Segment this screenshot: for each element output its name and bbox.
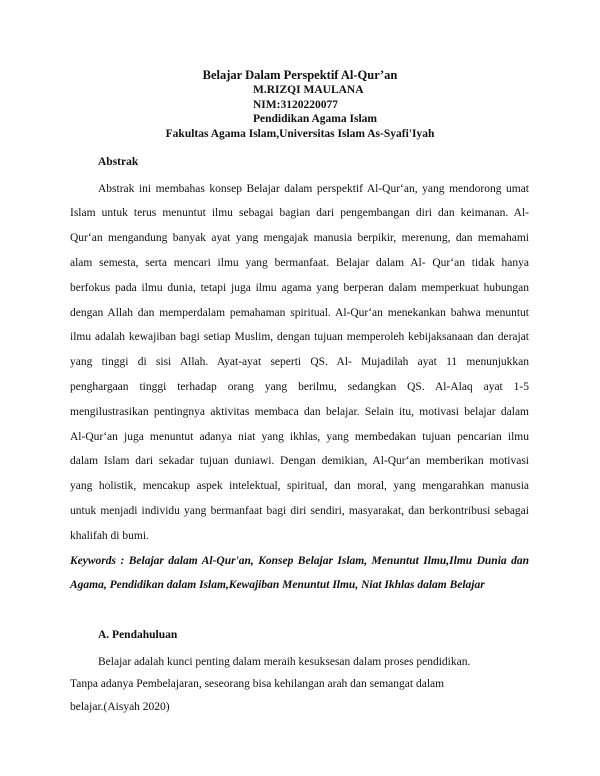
abstract-body (70, 177, 529, 549)
abstract-line: Abstrak ini membahas konsep Belajar dalam perspektif Al-Qur‘an, yang mendorong umat (98, 182, 529, 195)
student-id: NIM:3120220077 (253, 98, 338, 111)
paper-title: Belajar Dalam Perspektif Al-Qur’an (202, 67, 398, 82)
abstract-line: Al-Qur‘an juga menuntut adanya niat yang ikhlas, yang membedakan tujuan pencarian ilmu (70, 430, 529, 443)
abstract-line: Qur‘an mengandung banyak ayat yang mengajak manusia berpikir, merenung, dan memahami (70, 232, 529, 245)
abstract-line: dengan Allah dan memperdalam pemahaman spiritual. Al-Qur‘an menekankan bahwa menuntut (70, 306, 529, 319)
keywords-text: Belajar dalam Al-Qur'an, Konsep Belajar Islam, Menuntut Ilmu,Ilmu Dunia dan (128, 554, 529, 567)
keywords-label: Keywords : (70, 554, 125, 567)
keywords-line (70, 549, 529, 574)
affiliation: Fakultas Agama Islam,Universitas Islam As-Syafi'Iyah (165, 127, 435, 140)
abstract-line: mengilustrasikan pentingnya aktivitas membaca dan belajar. Selain itu, motivasi belajar dalam (70, 405, 529, 418)
introduction-line: Tanpa adanya Pembelajaran, seseorang bisa kehilangan arah dan semangat dalam (70, 678, 445, 691)
study-program: Pendidikan Agama Islam (253, 112, 377, 125)
abstract-line: yang tinggi di sisi Allah. Ayat-ayat seperti QS. Al- Mujadilah ayat 11 menunjukkan (70, 356, 529, 369)
abstract-line: dalam Islam dari sekadar tujuan duniawi. Dengan demikian, Al-Qur‘an memberikan motivasi (70, 455, 529, 468)
abstract-line: yang holistik, mencakup aspek intelektual, spiritual, dan moral, yang mengarahkan manusia (70, 480, 529, 493)
abstract-line: alam semesta, serta mencari ilmu yang bermanfaat. Belajar dalam Al- Qur‘an tidak hanya (70, 256, 529, 269)
section-heading-introduction: A. Pendahuluan (98, 628, 178, 641)
abstract-line: ilmu adalah kewajiban bagi setiap Muslim, dengan tujuan memperoleh kebijaksanaan dan derajat (70, 331, 529, 344)
keywords-line: Agama, Pendidikan dalam Islam,Kewajiban Menuntut Ilmu, Niat Ikhlas dalam Belajar (70, 579, 485, 592)
abstract-line: untuk menjadi individu yang bermanfaat bagi diri sendiri, masyarakat, dan berkontribusi sebagai (70, 504, 529, 517)
abstract-line: khalifah di bumi. (70, 529, 149, 542)
author-name: M.RIZQI MAULANA (253, 83, 364, 96)
keywords (70, 549, 529, 599)
abstract-heading: Abstrak (98, 155, 139, 168)
abstract-line: penghargaan tinggi terhadap orang yang berilmu, sedangkan QS. Al-Alaq ayat 1-5 (70, 380, 529, 393)
introduction-body (70, 651, 529, 719)
introduction-line: belajar.(Aisyah 2020) (70, 700, 170, 713)
abstract-line: berfokus pada ilmu dunia, tetapi juga ilmu agama yang berperan dalam memperkuat hubungan (70, 281, 529, 294)
introduction-line: Belajar adalah kunci penting dalam meraih kesuksesan dalam proses pendidikan. (98, 655, 471, 668)
abstract-line: Islam untuk terus menuntut ilmu sebagai bagian dari pengembangan diri dan keimanan. Al- (70, 207, 529, 220)
